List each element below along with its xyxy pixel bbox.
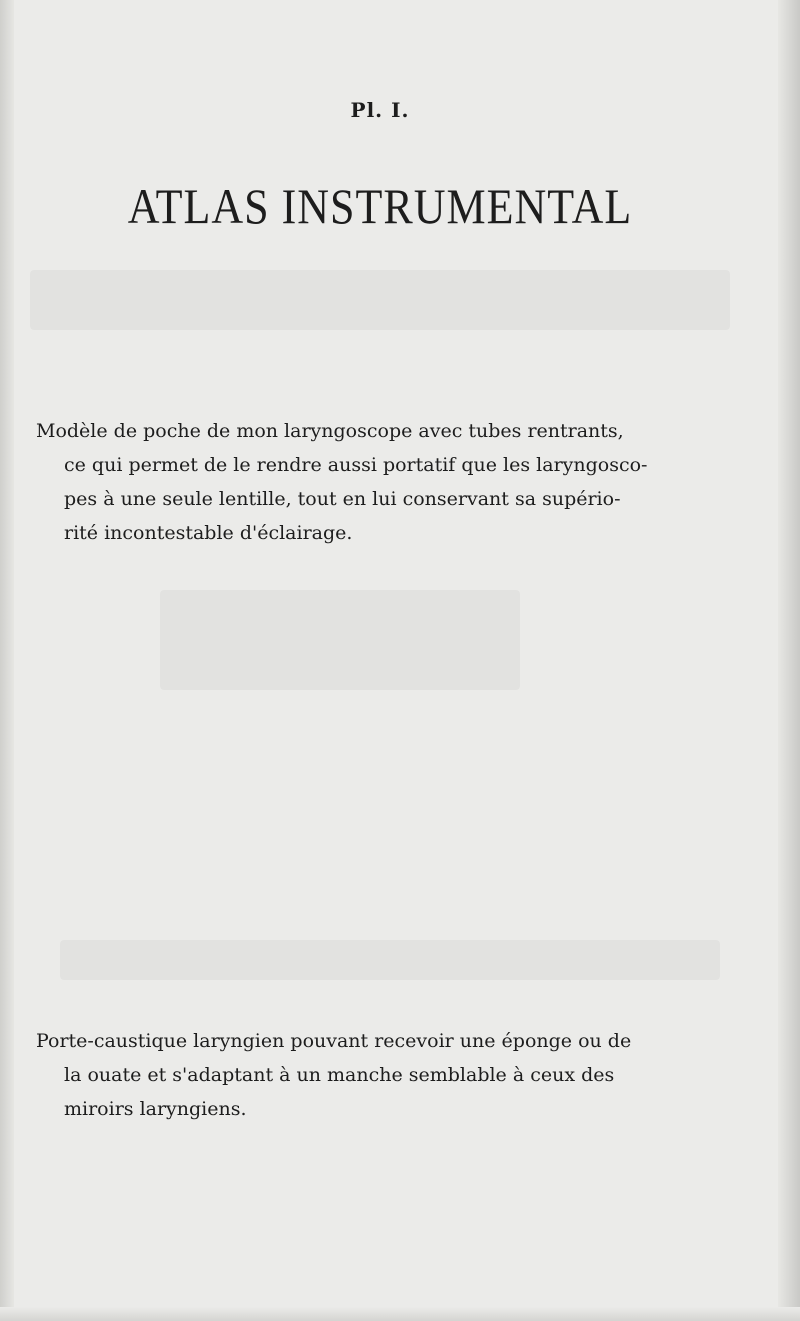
plate-number: Pl. I.	[350, 98, 410, 122]
page-edge-right	[778, 0, 800, 1321]
page-edge-bottom	[0, 1307, 800, 1321]
caption-line: Porte-caustique laryngien pouvant recevoir une éponge ou de	[36, 1030, 632, 1052]
bleed-through-mark	[160, 590, 520, 690]
caption-line: rité incontestable d'éclairage.	[64, 522, 353, 544]
caption-line: Modèle de poche de mon laryngoscope avec tubes rentrants,	[36, 420, 624, 442]
caption-line: la ouate et s'adaptant à un manche semblable à ceux des	[64, 1064, 615, 1086]
caption-line: miroirs laryngiens.	[64, 1098, 247, 1120]
bleed-through-mark	[30, 270, 730, 330]
caption-paragraph	[36, 1024, 724, 1126]
bleed-through-mark	[60, 940, 720, 980]
page-title: ATLAS INSTRUMENTAL	[127, 179, 633, 234]
caption-line: ce qui permet de le rendre aussi portatif que les laryngosco-	[64, 454, 648, 476]
caption-paragraph	[36, 414, 724, 550]
caption-line: pes à une seule lentille, tout en lui conservant sa supério-	[64, 488, 621, 510]
